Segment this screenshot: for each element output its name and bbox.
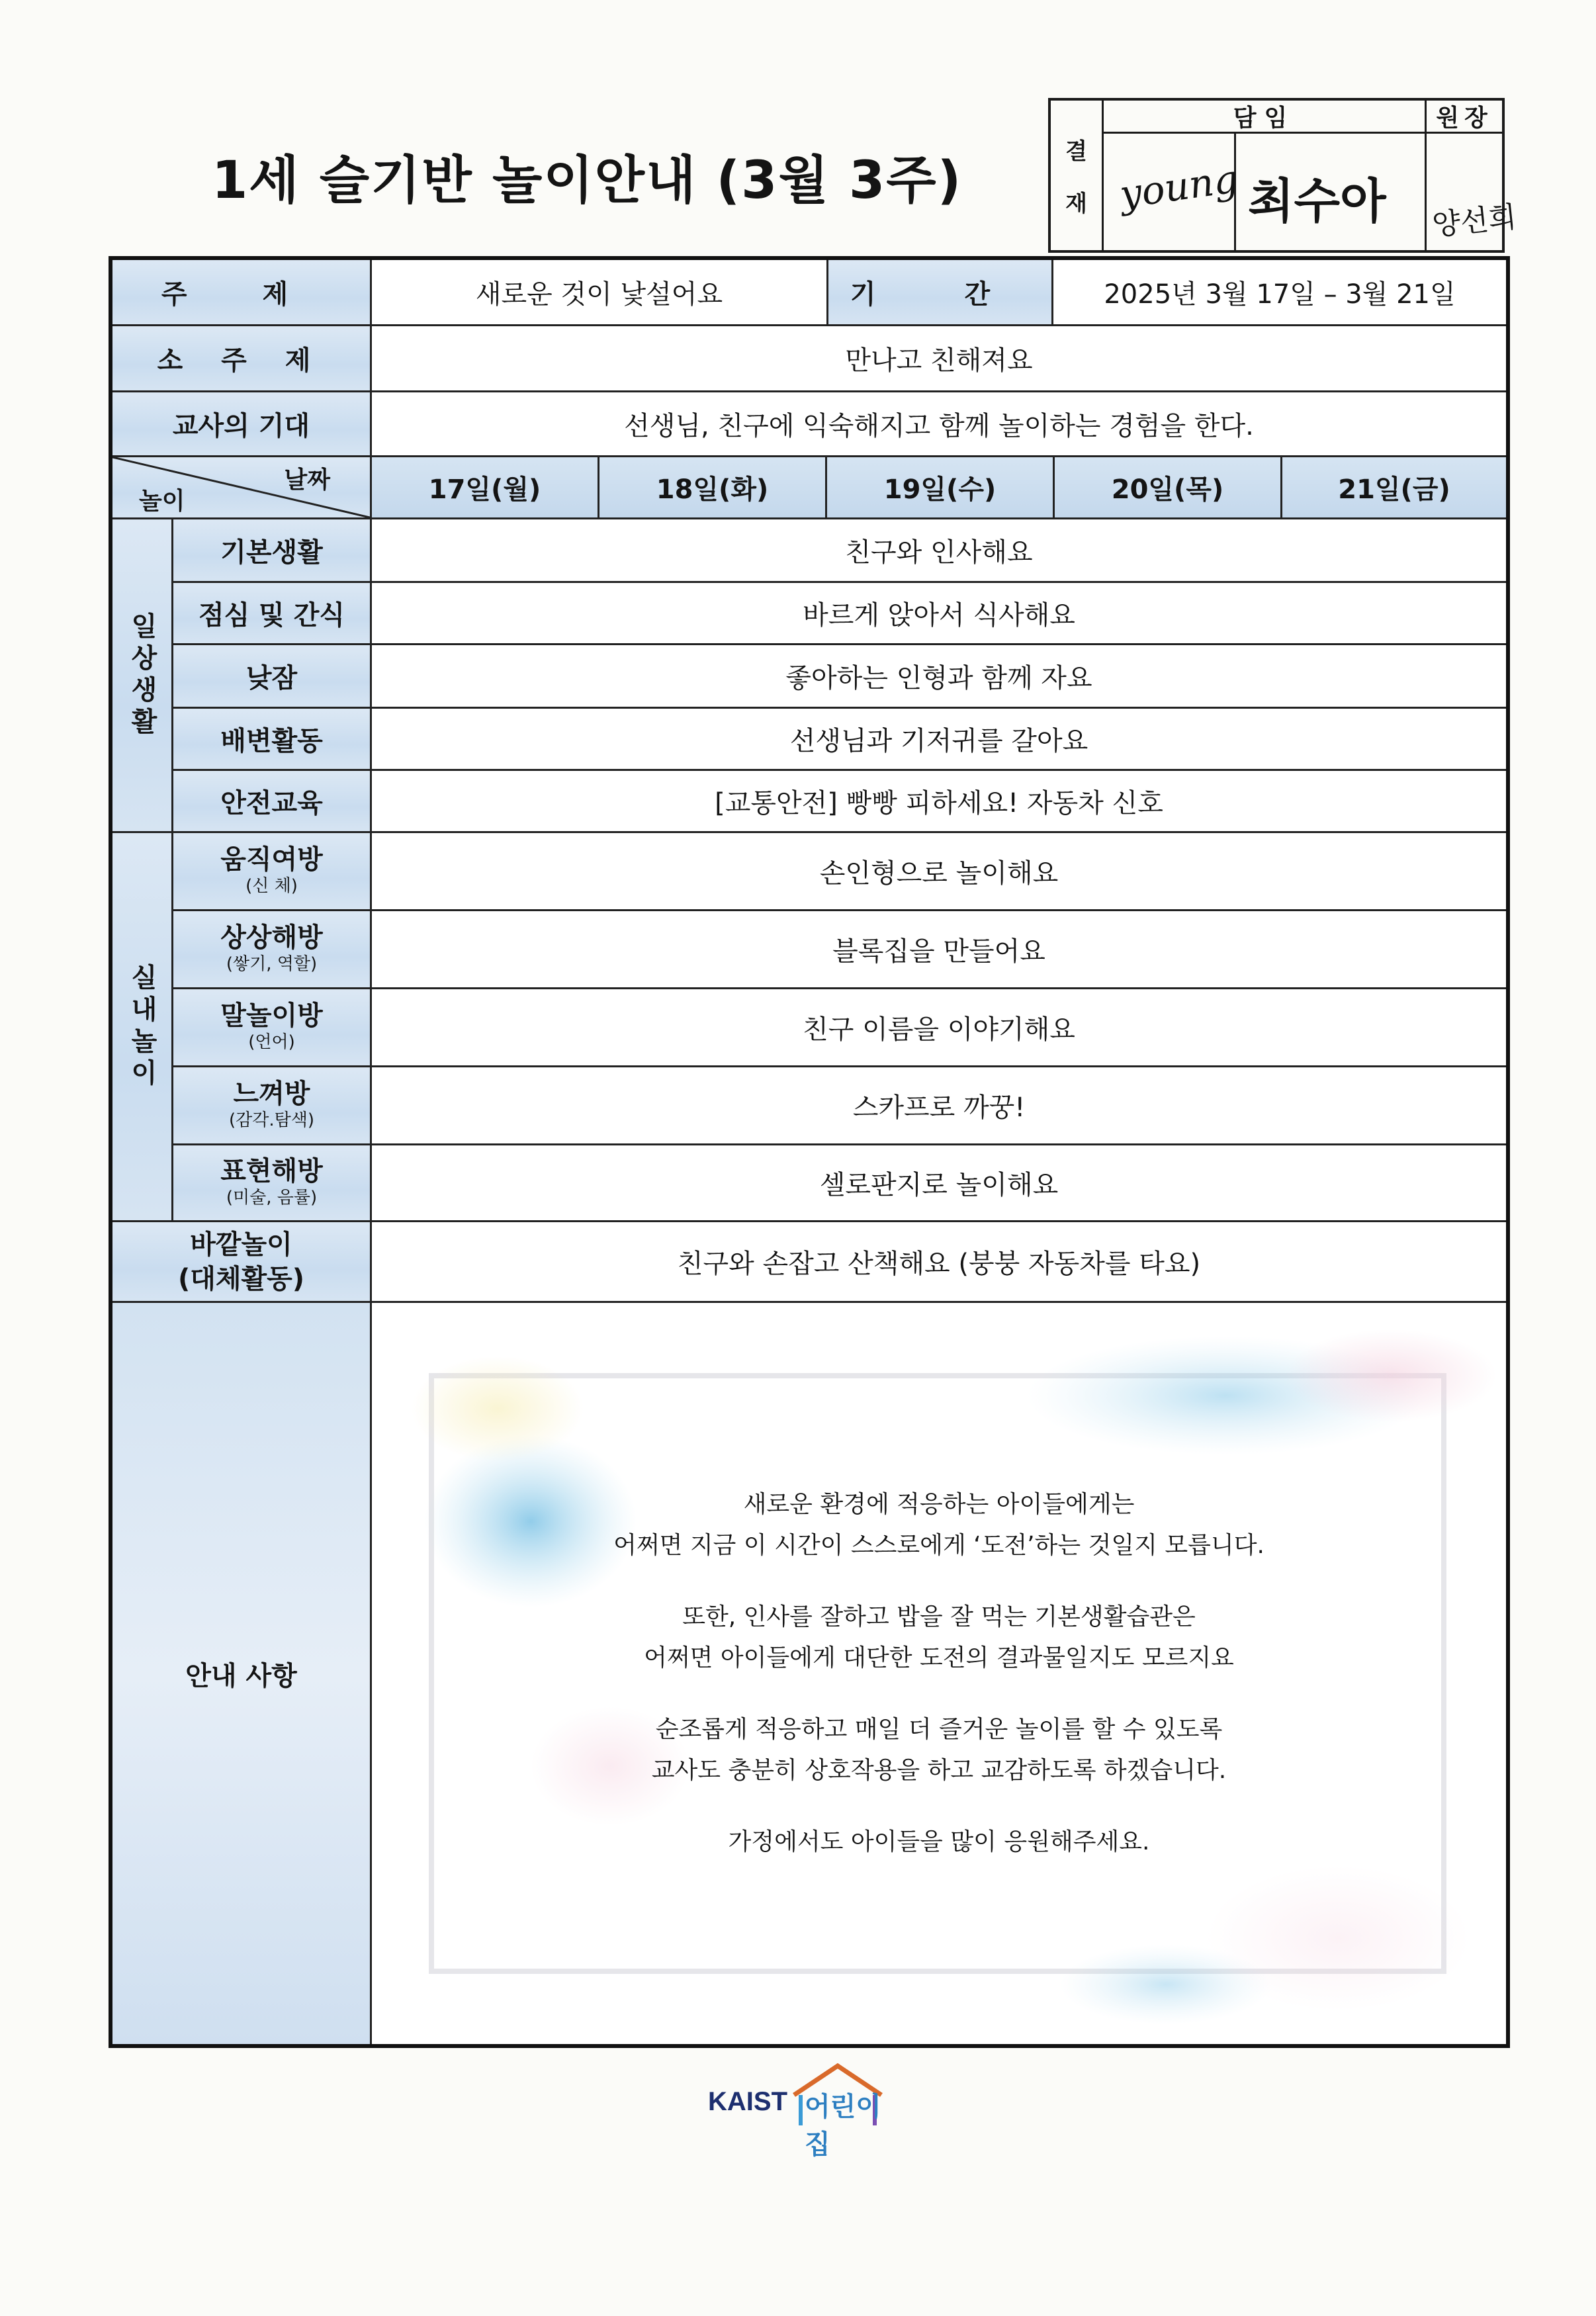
indoor-room-name: 움직여방 (220, 844, 323, 875)
day-header: 19일(수) (827, 457, 1055, 519)
daily-life-group-text: 일상생활 (126, 611, 157, 739)
page-title: 1세 슬기반 놀이안내 (3월 3주) (212, 151, 963, 210)
indoor-row-label (173, 1145, 372, 1222)
signature-slot-2 (1236, 134, 1427, 250)
notice-line: 새로운 환경에 적응하는 아이들에게는 (743, 1491, 1135, 1518)
indoor-row-value: 셀로판지로 놀이해요 (372, 1145, 1506, 1222)
period-value: 2025년 3월 17일 – 3월 21일 (1053, 260, 1506, 326)
notice-label: 안내 사항 (112, 1303, 372, 2044)
indoor-room-sub: (쌓기, 역할) (226, 954, 318, 974)
indoor-row-value: 블록집을 만들어요 (372, 911, 1506, 989)
signature-3: 양선희 (1431, 200, 1519, 243)
outdoor-label-1: 바깥놀이 (190, 1229, 292, 1260)
approval-header-teacher: 담임 (1104, 101, 1427, 134)
daily-row-label: 배변활동 (173, 709, 372, 771)
daily-row-value: 선생님과 기저귀를 갈아요 (372, 709, 1506, 771)
indoor-row-label (173, 911, 372, 989)
indoor-row-label (173, 989, 372, 1067)
indoor-room-name: 말놀이방 (220, 1000, 323, 1031)
approval-box (1048, 98, 1519, 253)
indoor-room-sub: (미술, 음률) (226, 1187, 318, 1208)
theme-value: 새로운 것이 낯설어요 (372, 260, 828, 326)
notice-panel (372, 1303, 1506, 2044)
subtheme-value: 만나고 친해져요 (372, 326, 1506, 392)
signature-slot-3 (1427, 134, 1519, 250)
expectation-value: 선생님, 친구에 익숙해지고 함께 놀이하는 경험을 한다. (372, 392, 1506, 457)
day-header: 17일(월) (372, 457, 599, 519)
approval-side-label (1051, 101, 1104, 250)
notice-line: 교사도 충분히 상호작용을 하고 교감하도록 하겠습니다. (651, 1757, 1227, 1784)
daily-row-value: 좋아하는 인형과 함께 자요 (372, 645, 1506, 709)
theme-label: 주 제 (112, 260, 372, 326)
kaist-daycare-logo (708, 2057, 907, 2160)
outdoor-value: 친구와 손잡고 산책해요 (붕붕 자동차를 타요) (372, 1222, 1506, 1303)
logo-kaist-text: KAIST (708, 2087, 787, 2116)
indoor-row-value: 친구 이름을 이야기해요 (372, 989, 1506, 1067)
signature-2: 최수아 (1248, 173, 1386, 229)
outdoor-label (112, 1222, 372, 1303)
period-label: 기 간 (828, 260, 1053, 326)
date-play-corner (112, 457, 372, 519)
logo-daycare-text: 어린이집 (805, 2092, 881, 2160)
notice-line: 가정에서도 아이들을 많이 응원해주세요. (728, 1828, 1150, 1855)
indoor-room-sub: (언어) (248, 1032, 295, 1052)
indoor-room-sub: (감각.탐색) (228, 1110, 315, 1130)
indoor-row-label (173, 833, 372, 911)
corner-play-label: 놀이 (139, 488, 185, 515)
indoor-row-label (173, 1067, 372, 1145)
signature-1: young (1117, 156, 1241, 218)
notice-line: 순조롭게 적응하고 매일 더 즐거운 놀이를 할 수 있도록 (655, 1716, 1223, 1743)
notice-line: 또한, 인사를 잘하고 밥을 잘 먹는 기본생활습관은 (682, 1603, 1196, 1630)
daily-row-label: 안전교육 (173, 771, 372, 833)
indoor-play-group-label (112, 833, 173, 1222)
indoor-room-sub: (신 체) (245, 875, 298, 896)
daily-row-value: 바르게 앉아서 식사해요 (372, 583, 1506, 645)
daily-row-value: [교통안전] 빵빵 피하세요! 자동차 신호 (372, 771, 1506, 833)
day-header: 18일(화) (599, 457, 827, 519)
approval-side-label-1: 결 (1065, 138, 1087, 165)
approval-header-director: 원장 (1427, 101, 1502, 134)
day-header: 21일(금) (1282, 457, 1506, 519)
signature-slot-1 (1104, 134, 1241, 250)
indoor-row-value: 스카프로 까꿍! (372, 1067, 1506, 1145)
daily-row-label: 낮잠 (173, 645, 372, 709)
indoor-row-value: 손인형으로 놀이해요 (372, 833, 1506, 911)
indoor-room-name: 상상해방 (220, 922, 323, 953)
indoor-room-name: 표현해방 (220, 1155, 323, 1186)
indoor-play-group-text: 실내놀이 (126, 963, 157, 1091)
approval-side-label-2: 재 (1065, 191, 1087, 217)
notice-line: 어쩌면 지금 이 시간이 스스로에게 ‘도전’하는 것일지 모릅니다. (613, 1532, 1264, 1559)
corner-date-label: 날짜 (284, 467, 330, 494)
daily-row-value: 친구와 인사해요 (372, 519, 1506, 583)
indoor-room-name: 느껴방 (233, 1078, 310, 1109)
day-header: 20일(목) (1055, 457, 1282, 519)
daily-life-group-label (112, 519, 173, 833)
expectation-label: 교사의 기대 (112, 392, 372, 457)
plan-table (109, 256, 1510, 2048)
daily-row-label: 기본생활 (173, 519, 372, 583)
notice-line: 어쩌면 아이들에게 대단한 도전의 결과물일지도 모르지요 (644, 1644, 1234, 1671)
subtheme-label: 소 주 제 (112, 326, 372, 392)
daily-row-label: 점심 및 간식 (173, 583, 372, 645)
notice-text (372, 1303, 1506, 2044)
outdoor-label-2: (대체활동) (177, 1263, 305, 1294)
